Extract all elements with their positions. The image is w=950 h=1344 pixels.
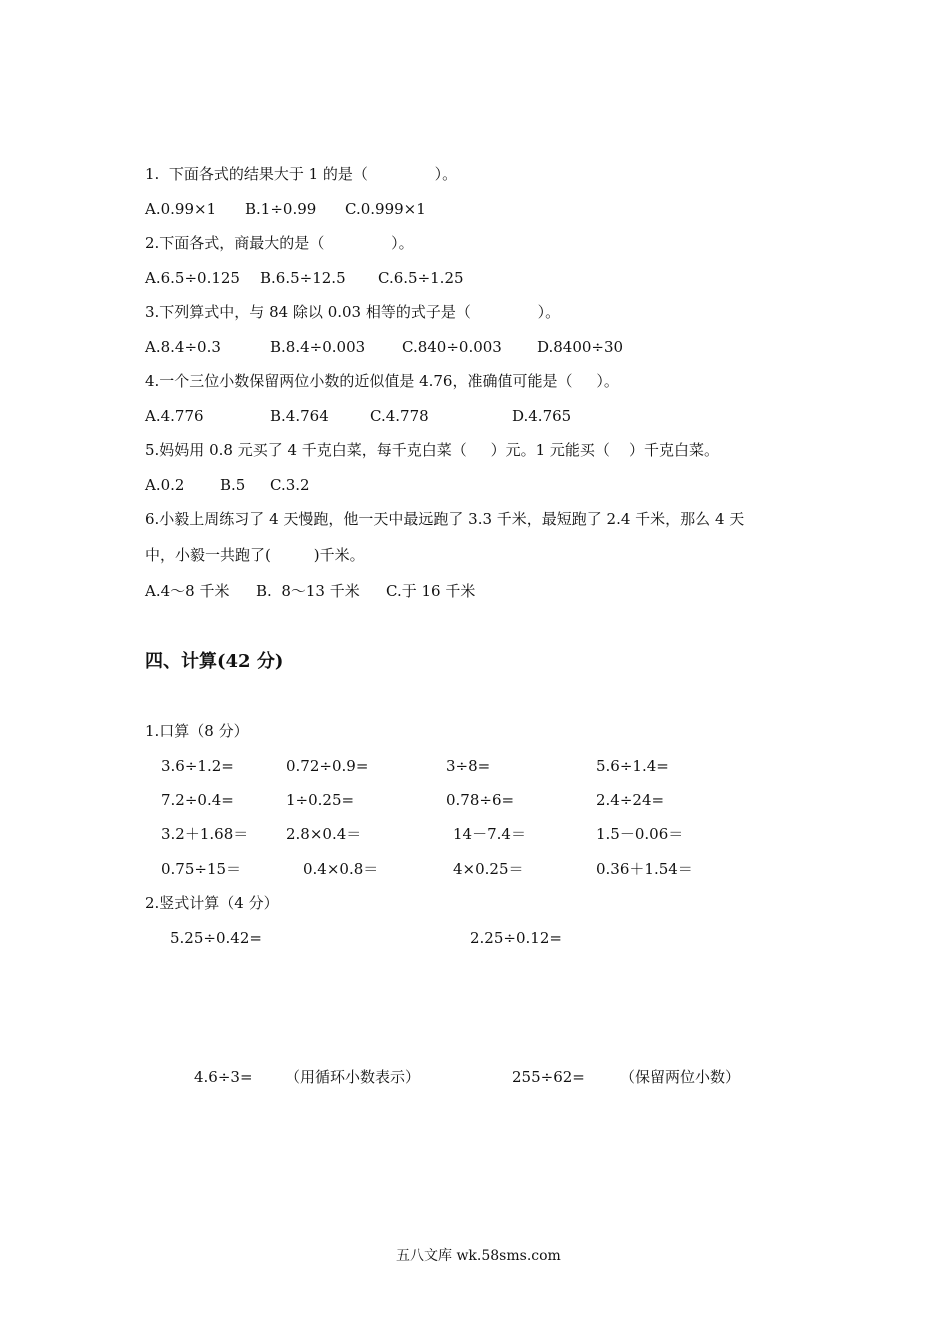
q6-stem-line2: 中，小毅一共跑了( )千米。	[145, 546, 365, 564]
oral-item: 0.36＋1.54＝	[596, 860, 693, 878]
oral-item: 1.5－0.06＝	[596, 825, 684, 843]
q4-option-b: B.4.764	[270, 407, 329, 425]
oral-item: 14－7.4＝	[453, 825, 526, 843]
q2-stem: 2.下面各式，商最大的是（ ）。	[145, 234, 414, 252]
q4-option-d: D.4.765	[512, 407, 572, 425]
oral-item: 0.72÷0.9=	[286, 757, 369, 775]
oral-item: 2.8×0.4＝	[286, 825, 362, 843]
vertical-item-note: （保留两位小数）	[620, 1068, 741, 1086]
oral-item: 2.4÷24=	[596, 791, 665, 809]
vertical-item: 2.25÷0.12=	[470, 929, 562, 947]
q2-option-a: A.6.5÷0.125	[145, 269, 240, 287]
vertical-item: 5.25÷0.42=	[170, 929, 262, 947]
q2-option-c: C.6.5÷1.25	[378, 269, 464, 287]
q5-option-a: A.0.2	[145, 476, 185, 494]
q3-option-d: D.8400÷30	[537, 338, 624, 356]
q1-option-c: C.0.999×1	[345, 200, 426, 218]
vertical-item: 4.6÷3=	[194, 1068, 253, 1086]
q4-option-c: C.4.778	[370, 407, 429, 425]
q4-option-a: A.4.776	[145, 407, 204, 425]
section-title: 四、计算(42 分)	[145, 651, 284, 672]
oral-item: 0.75÷15＝	[161, 860, 242, 878]
oral-item: 4×0.25＝	[453, 860, 524, 878]
oral-item: 0.4×0.8＝	[303, 860, 379, 878]
oral-item: 1÷0.25=	[286, 791, 355, 809]
q1-option-b: B.1÷0.99	[245, 200, 317, 218]
oral-item: 3.2＋1.68＝	[161, 825, 249, 843]
vertical-item-note: （用循环小数表示）	[285, 1068, 421, 1086]
oral-item: 7.2÷0.4=	[161, 791, 234, 809]
oral-item: 0.78÷6=	[446, 791, 515, 809]
q5-stem: 5.妈妈用 0.8 元买了 4 千克白菜，每千克白菜（ ）元。1 元能买（ ）千克白菜。	[145, 441, 720, 459]
q3-option-c: C.840÷0.003	[402, 338, 502, 356]
q3-option-a: A.8.4÷0.3	[145, 338, 221, 356]
footer-watermark: 五八文库 wk.58sms.com	[396, 1248, 561, 1264]
oral-item: 3÷8=	[446, 757, 491, 775]
q6-option-c: C.于 16 千米	[386, 582, 476, 600]
q6-option-a: A.4～8 千米	[145, 582, 230, 600]
oral-item: 3.6÷1.2=	[161, 757, 234, 775]
q1-stem: 1. 下面各式的结果大于 1 的是（ ）。	[145, 165, 458, 183]
q2-option-b: B.6.5÷12.5	[260, 269, 346, 287]
oral-item: 5.6÷1.4=	[596, 757, 669, 775]
q5-option-c: C.3.2	[270, 476, 310, 494]
q3-stem: 3.下列算式中，与 84 除以 0.03 相等的式子是（ ）。	[145, 303, 561, 321]
vertical-calc-title: 2.竖式计算（4 分）	[145, 894, 279, 912]
q6-option-b: B. 8～13 千米	[256, 582, 360, 600]
q4-stem: 4.一个三位小数保留两位小数的近似值是 4.76，准确值可能是（ ）。	[145, 372, 619, 390]
q6-stem-line1: 6.小毅上周练习了 4 天慢跑，他一天中最远跑了 3.3 千米，最短跑了 2.4 千米，那么 4 天	[145, 510, 745, 528]
oral-calc-title: 1.口算（8 分）	[145, 722, 249, 740]
q5-option-b: B.5	[220, 476, 246, 494]
q3-option-b: B.8.4÷0.003	[270, 338, 366, 356]
q1-option-a: A.0.99×1	[145, 200, 217, 218]
vertical-item: 255÷62=	[512, 1068, 585, 1086]
